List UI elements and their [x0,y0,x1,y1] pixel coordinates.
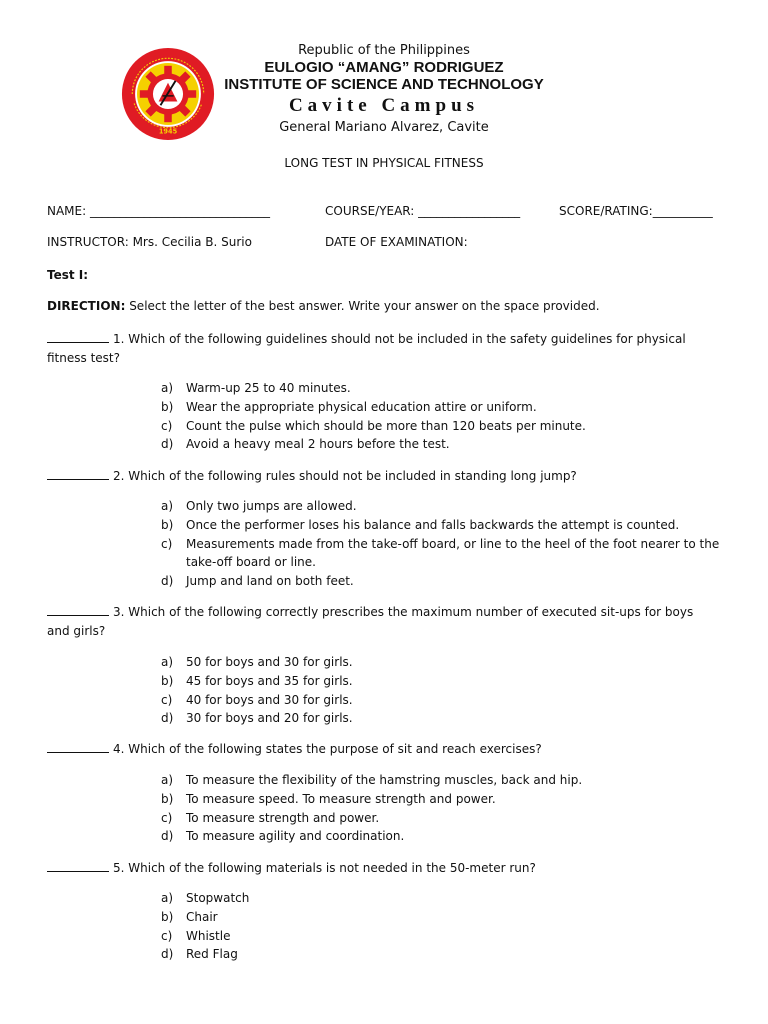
answer-blank-5 [47,860,109,872]
question-2 [47,467,717,486]
option-d: d) 30 for boys and 20 for girls. [161,711,353,726]
option-a: a) Only two jumps are allowed. [161,499,357,513]
course-year-field: COURSE/YEAR: _________________ [325,204,521,218]
question-text: 5. Which of the following materials is not needed in the 50-meter run? [113,861,536,875]
question-1-options [161,379,721,454]
option-a: a) Warm-up 25 to 40 minutes. [161,381,351,395]
question-text: 4. Which of the following states the purpose of sit and reach exercises? [113,742,542,756]
option-b: b) Chair [161,909,218,924]
answer-blank-4 [47,741,109,753]
instructor-field: INSTRUCTOR: Mrs. Cecilia B. Surio [47,235,252,249]
direction-text: Select the letter of the best answer. Write your answer on the space provided. [125,299,600,313]
test-title: LONG TEST IN PHYSICAL FITNESS [284,156,484,170]
question-text: 3. Which of the following correctly prescribes the maximum number of executed sit-ups for boys and girls? [47,605,694,638]
question-1 [47,330,717,368]
option-d: d) Red Flag [161,947,238,962]
date-of-examination-field: DATE OF EXAMINATION: [325,235,468,249]
question-text: 2. Which of the following rules should not be included in standing long jump? [113,469,577,483]
option-d: d) Avoid a heavy meal 2 hours before the test. [161,437,450,452]
option-c: c) 40 for boys and 30 for girls. [161,692,353,707]
answer-blank-2 [47,468,109,480]
campus-name: Cavite Campus [288,95,480,116]
option-c: c) Count the pulse which should be more than 120 beats per minute. [161,418,586,433]
republic-line: Republic of the Philippines [298,43,470,58]
question-3-options [161,653,721,728]
option-a: a) 50 for boys and 30 for girls. [161,655,353,669]
svg-text:1945: 1945 [158,127,178,136]
option-c: c) Measurements made from the take-off board, or line to the heel of the foot nearer to the take-off board or line. [161,536,720,570]
campus-address: General Mariano Alvarez, Cavite [279,120,489,135]
option-d: d) To measure agility and coordination. [161,829,405,844]
question-2-options [161,497,721,591]
school-name-line1: EULOGIO “AMANG” RODRIGUEZ [264,59,504,76]
option-b: b) Wear the appropriate physical education attire or uniform. [161,399,537,414]
direction-line [47,299,600,313]
answer-blank-3 [47,604,109,616]
question-text: 1. Which of the following guidelines should not be included in the safety guidelines for physical fitness test? [47,332,686,365]
option-b: b) Once the performer loses his balance and falls backwards the attempt is counted. [161,517,680,532]
option-d: d) Jump and land on both feet. [161,574,354,589]
option-a: a) To measure the flexibility of the hamstring muscles, back and hip. [161,773,583,787]
question-4 [47,740,717,759]
score-rating-field: SCORE/RATING:__________ [559,204,713,218]
name-field: NAME: ______________________________ [47,204,270,218]
question-5 [47,859,717,878]
question-3 [47,603,717,641]
answer-blank-1 [47,331,109,343]
question-5-options [161,889,721,964]
option-a: a) Stopwatch [161,891,250,905]
option-b: b) To measure speed. To measure strength and power. [161,791,496,806]
question-4-options [161,771,721,846]
option-c: c) Whistle [161,928,231,943]
direction-label: DIRECTION: [47,299,126,313]
option-b: b) 45 for boys and 35 for girls. [161,673,353,688]
school-name-line2: INSTITUTE OF SCIENCE AND TECHNOLOGY [224,76,544,93]
option-c: c) To measure strength and power. [161,810,380,825]
test-label: Test I: [47,268,89,282]
